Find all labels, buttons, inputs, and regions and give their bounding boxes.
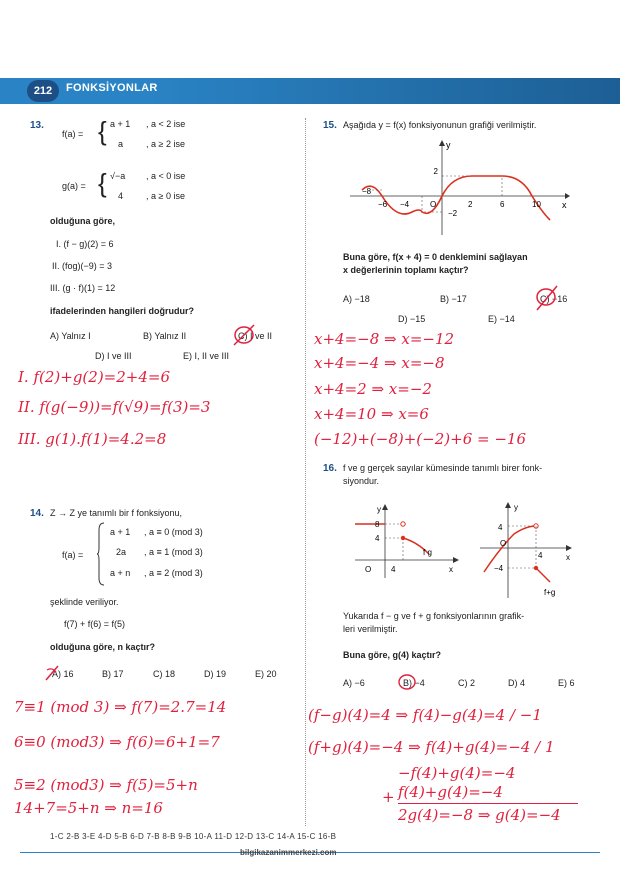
q16-handwriting-5: 2g(4)=−8 ⇒ g(4)=−4 <box>398 806 561 824</box>
q13-option-e[interactable]: E) I, II ve III <box>183 351 230 361</box>
q13-f-brace: { <box>98 116 107 146</box>
q14-f-label: f(a) = <box>62 550 84 560</box>
q16-intro-2: siyondur. <box>343 476 380 486</box>
q13-statement-3: III. (g · f)(1) = 12 <box>50 283 116 293</box>
q16-graph-f-plus-g <box>478 500 578 600</box>
column-divider <box>305 118 306 826</box>
q14-handwriting-4: 14+7=5+n ⇒ n=16 <box>14 799 163 817</box>
q13-handwriting-3: III. g(1).f(1)=4.2=8 <box>18 430 167 448</box>
q16-g2-origin: O <box>500 539 507 548</box>
q15-answer-mark <box>534 284 560 312</box>
q13-f-label: f(a) = <box>62 129 84 139</box>
q15-handwriting-3: x+4=2 ⇒ x=−2 <box>314 380 432 398</box>
q13-option-b[interactable]: B) Yalnız II <box>143 331 187 341</box>
q16-description-1: Yukarıda f − g ve f + g fonksiyonlarının grafik- <box>343 611 525 621</box>
q14-option-e[interactable]: E) 20 <box>255 669 277 679</box>
q16-answer-mark <box>396 672 418 692</box>
q16-handwriting-4: f(4)+g(4)=−4 <box>398 783 503 801</box>
q13-option-c[interactable]: C) I ve II <box>238 331 273 341</box>
q13-g-label: g(a) = <box>62 181 86 191</box>
q13-g-r2-expr: 4 <box>118 191 124 201</box>
q15-x10: 10 <box>532 200 541 209</box>
q15-x-label: x <box>562 200 567 210</box>
q16-g1-h4: 4 <box>391 565 396 574</box>
q15-xm4: −4 <box>400 200 410 209</box>
q16-g1-v8: 8 <box>375 520 380 529</box>
q13-statement-2: II. (fog)(−9) = 3 <box>52 261 113 271</box>
q14-given: şeklinde veriliyor. <box>50 597 119 607</box>
q16-g1-name: f g <box>423 548 432 557</box>
q13-option-a[interactable]: A) Yalnız I <box>50 331 91 341</box>
q14-intro: Z → Z ye tanımlı bir f fonksiyonu, <box>50 508 183 518</box>
q16-g2-y: y <box>514 503 518 512</box>
q15-x2: 2 <box>468 200 473 209</box>
q14-r3-cond: , a ≡ 2 (mod 3) <box>144 568 203 578</box>
q14-option-d[interactable]: D) 19 <box>204 669 227 679</box>
q16-handwriting-1: (f−g)(4)=4 ⇒ f(4)−g(4)=4 / −1 <box>308 706 542 724</box>
q16-g2-name: f+g <box>544 588 556 597</box>
q14-r2-expr: 2a <box>116 547 127 557</box>
q15-option-d[interactable]: D) −15 <box>398 314 426 324</box>
q14-equation: f(7) + f(6) = f(5) <box>64 619 126 629</box>
q16-g2-x: x <box>566 553 570 562</box>
q13-option-d[interactable]: D) I ve III <box>95 351 132 361</box>
q15-origin: O <box>430 200 437 209</box>
q14-option-a[interactable]: A) 16 <box>52 669 74 679</box>
q15-y-label: y <box>446 140 451 150</box>
q16-g2-h4: 4 <box>538 551 543 560</box>
q16-option-d[interactable]: D) 4 <box>508 678 526 688</box>
q15-question-2: x değerlerinin toplamı kaçtır? <box>343 265 469 275</box>
q13-f-r2-expr: a <box>118 139 124 149</box>
q15-option-e[interactable]: E) −14 <box>488 314 515 324</box>
q16-option-b[interactable]: B) −4 <box>403 678 425 688</box>
page-number: 212 <box>27 80 59 102</box>
q15-number: 15. <box>323 120 337 131</box>
q13-statement-1: I. (f − g)(2) = 6 <box>56 239 114 249</box>
q14-number: 14. <box>30 508 44 519</box>
q13-given: olduğuna göre, <box>50 216 115 226</box>
footer-site: bilgikazanimmerkezi.com <box>240 848 337 857</box>
q16-g2-vm4: −4 <box>494 564 504 573</box>
q15-question-1: Buna göre, f(x + 4) = 0 denklemini sağlayan <box>343 252 528 262</box>
q15-option-a[interactable]: A) −18 <box>343 294 370 304</box>
q16-option-a[interactable]: A) −6 <box>343 678 365 688</box>
q15-xm6: −6 <box>378 200 388 209</box>
q16-graph-f-minus-g <box>355 500 465 580</box>
chapter-title: FONKSİYONLAR <box>66 82 158 94</box>
q16-description-2: leri verilmiştir. <box>343 624 398 634</box>
q16-handwriting-2: (f+g)(4)=−4 ⇒ f(4)+g(4)=−4 / 1 <box>308 738 555 756</box>
q15-handwriting-5: (−12)+(−8)+(−2)+6 = −16 <box>314 430 526 448</box>
q15-ym2: −2 <box>448 209 458 218</box>
q16-option-c[interactable]: C) 2 <box>458 678 476 688</box>
q14-r1-expr: a + 1 <box>110 527 131 537</box>
q14-question: olduğuna göre, n kaçtır? <box>50 642 156 652</box>
q16-number: 16. <box>323 463 337 474</box>
q16-g1-v4: 4 <box>375 534 380 543</box>
q14-brace <box>96 522 106 586</box>
q13-g-r2-cond: , a ≥ 0 ise <box>146 191 185 201</box>
q15-intro: Aşağıda y = f(x) fonksiyonunun grafiği verilmiştir. <box>343 120 537 130</box>
q14-handwriting-1: 7≡1 (mod 3) ⇒ f(7)=2.7=14 <box>14 698 227 716</box>
q15-x6: 6 <box>500 200 505 209</box>
q14-r1-cond: , a ≡ 0 (mod 3) <box>144 527 203 537</box>
q13-f-r1-cond: , a < 2 ise <box>146 119 186 129</box>
q16-handwriting-3: −f(4)+g(4)=−4 <box>398 764 516 782</box>
q16-g2-v4: 4 <box>498 523 503 532</box>
q16-intro-1: f ve g gerçek sayılar kümesinde tanımlı birer fonk- <box>343 463 543 473</box>
q16-sum-line <box>398 803 578 804</box>
q13-answer-mark <box>232 323 258 347</box>
q15-option-c[interactable]: C) −16 <box>540 294 568 304</box>
q15-y2: 2 <box>433 167 438 176</box>
q13-g-brace: { <box>98 168 107 198</box>
q13-handwriting-1: I. f(2)+g(2)=2+4=6 <box>18 368 171 386</box>
q13-f-r2-cond: , a ≥ 2 ise <box>146 139 185 149</box>
q15-graph <box>350 140 570 235</box>
q15-handwriting-1: x+4=−8 ⇒ x=−12 <box>314 330 455 348</box>
q16-option-e[interactable]: E) 6 <box>558 678 575 688</box>
q13-f-r1-expr: a + 1 <box>110 119 131 129</box>
q14-r3-expr: a + n <box>110 568 131 578</box>
q14-handwriting-2: 6≡0 (mod3) ⇒ f(6)=6+1=7 <box>14 733 220 751</box>
q15-handwriting-2: x+4=−4 ⇒ x=−8 <box>314 354 445 372</box>
q14-r2-cond: , a ≡ 1 (mod 3) <box>144 547 203 557</box>
q16-question: Buna göre, g(4) kaçtır? <box>343 650 442 660</box>
header-band-gradient <box>150 78 620 104</box>
q14-answer-mark <box>44 664 60 682</box>
q13-g-r1-expr: √−a <box>110 171 126 181</box>
q14-option-b[interactable]: B) 17 <box>102 669 124 679</box>
q16-g1-y: y <box>377 505 381 514</box>
q16-g1-origin: O <box>365 565 372 574</box>
q15-option-b[interactable]: B) −17 <box>440 294 467 304</box>
q15-handwriting-4: x+4=10 ⇒ x=6 <box>314 405 429 423</box>
q15-xm8: −8 <box>362 187 372 196</box>
q13-handwriting-2: II. f(g(−9))=f(√9)=f(3)=3 <box>18 398 211 416</box>
q13-question: ifadelerinden hangileri doğrudur? <box>50 306 195 316</box>
q16-g1-x: x <box>449 565 453 574</box>
answer-key: 1-C 2-B 3-E 4-D 5-B 6-D 7-B 8-B 9-B 10-A 11-D 12-D 13-C 14-A 15-C 16-B <box>50 832 337 841</box>
q13-g-r1-cond: , a < 0 ise <box>146 171 186 181</box>
q16-plus-sign: + <box>382 788 395 806</box>
q13-number: 13. <box>30 120 44 131</box>
q14-option-c[interactable]: C) 18 <box>153 669 176 679</box>
q14-handwriting-3: 5≡2 (mod3) ⇒ f(5)=5+n <box>14 776 198 794</box>
